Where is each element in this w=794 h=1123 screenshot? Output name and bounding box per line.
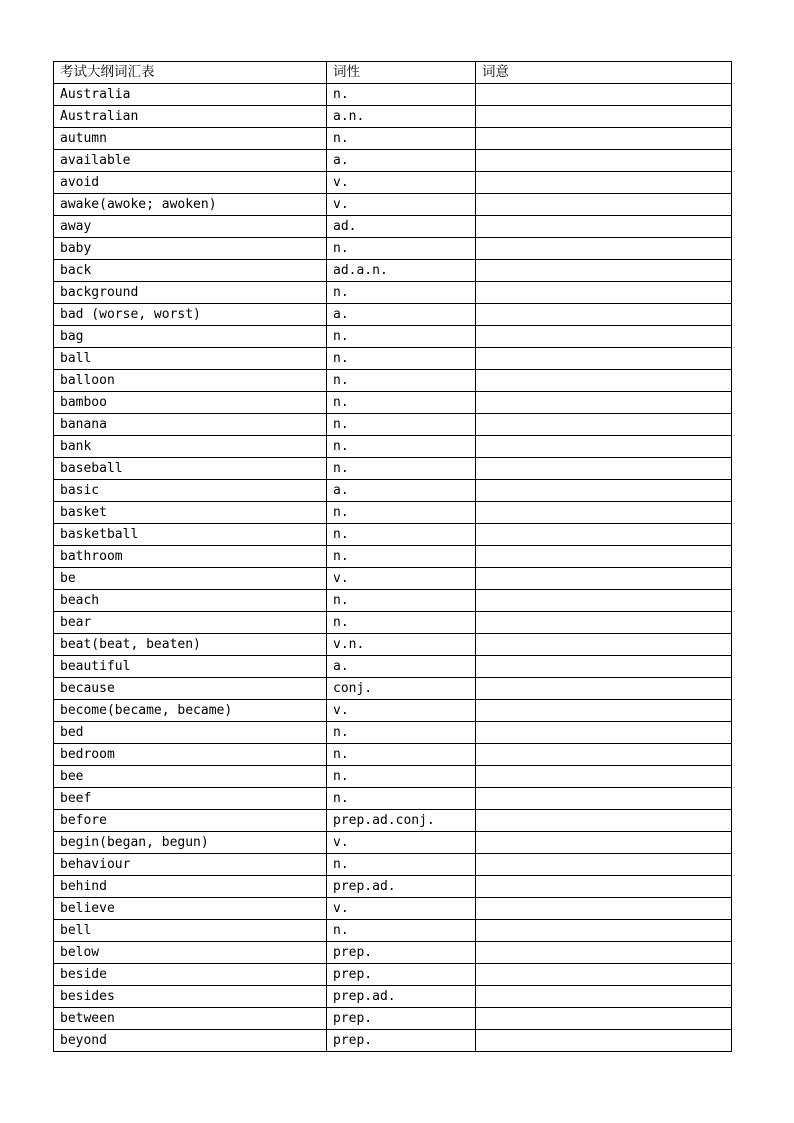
part-of-speech-cell: v.n. xyxy=(327,634,476,656)
table-row xyxy=(54,414,732,436)
table-row xyxy=(54,128,732,150)
table-row xyxy=(54,810,732,832)
table-row xyxy=(54,304,732,326)
table-row xyxy=(54,194,732,216)
part-of-speech-cell: prep. xyxy=(327,964,476,986)
part-of-speech-cell: v. xyxy=(327,194,476,216)
part-of-speech-cell: prep. xyxy=(327,1030,476,1052)
word-cell: bedroom xyxy=(54,744,327,766)
table-row xyxy=(54,942,732,964)
word-cell: balloon xyxy=(54,370,327,392)
table-row xyxy=(54,1030,732,1052)
part-of-speech-cell: v. xyxy=(327,898,476,920)
meaning-cell xyxy=(476,898,732,920)
meaning-cell xyxy=(476,348,732,370)
table-row xyxy=(54,920,732,942)
table-row xyxy=(54,106,732,128)
meaning-cell xyxy=(476,766,732,788)
table-row xyxy=(54,282,732,304)
part-of-speech-cell: n. xyxy=(327,392,476,414)
table-row xyxy=(54,546,732,568)
meaning-cell xyxy=(476,326,732,348)
table-row xyxy=(54,898,732,920)
word-cell: awake(awoke; awoken) xyxy=(54,194,327,216)
meaning-cell xyxy=(476,920,732,942)
table-row xyxy=(54,986,732,1008)
meaning-cell xyxy=(476,1030,732,1052)
word-cell: below xyxy=(54,942,327,964)
part-of-speech-cell: n. xyxy=(327,612,476,634)
meaning-cell xyxy=(476,788,732,810)
meaning-cell xyxy=(476,458,732,480)
word-cell: autumn xyxy=(54,128,327,150)
meaning-cell xyxy=(476,876,732,898)
table-row xyxy=(54,370,732,392)
meaning-cell xyxy=(476,392,732,414)
table-row xyxy=(54,678,732,700)
meaning-cell xyxy=(476,678,732,700)
word-cell: basketball xyxy=(54,524,327,546)
word-cell: become(became, became) xyxy=(54,700,327,722)
word-cell: basket xyxy=(54,502,327,524)
table-row xyxy=(54,172,732,194)
meaning-cell xyxy=(476,304,732,326)
part-of-speech-cell: ad.a.n. xyxy=(327,260,476,282)
meaning-cell xyxy=(476,964,732,986)
meaning-cell xyxy=(476,832,732,854)
part-of-speech-cell: a.n. xyxy=(327,106,476,128)
part-of-speech-cell: a. xyxy=(327,150,476,172)
meaning-cell xyxy=(476,986,732,1008)
word-cell: basic xyxy=(54,480,327,502)
part-of-speech-cell: conj. xyxy=(327,678,476,700)
meaning-cell xyxy=(476,480,732,502)
table-row xyxy=(54,458,732,480)
table-row xyxy=(54,348,732,370)
word-cell: behind xyxy=(54,876,327,898)
table-row xyxy=(54,502,732,524)
word-cell: behaviour xyxy=(54,854,327,876)
meaning-cell xyxy=(476,546,732,568)
word-cell: beautiful xyxy=(54,656,327,678)
word-cell: beach xyxy=(54,590,327,612)
word-cell: baseball xyxy=(54,458,327,480)
table-row xyxy=(54,238,732,260)
part-of-speech-cell: a. xyxy=(327,304,476,326)
word-cell: Australia xyxy=(54,84,327,106)
part-of-speech-cell: n. xyxy=(327,414,476,436)
table-row xyxy=(54,392,732,414)
part-of-speech-cell: prep.ad.conj. xyxy=(327,810,476,832)
part-of-speech-cell: prep. xyxy=(327,1008,476,1030)
part-of-speech-cell: prep.ad. xyxy=(327,986,476,1008)
table-row xyxy=(54,150,732,172)
word-cell: baby xyxy=(54,238,327,260)
word-cell: bathroom xyxy=(54,546,327,568)
meaning-cell xyxy=(476,106,732,128)
word-cell: available xyxy=(54,150,327,172)
meaning-cell xyxy=(476,282,732,304)
word-cell: beyond xyxy=(54,1030,327,1052)
table-row xyxy=(54,524,732,546)
table-row xyxy=(54,84,732,106)
part-of-speech-cell: n. xyxy=(327,920,476,942)
header-meaning: 词意 xyxy=(476,62,732,84)
meaning-cell xyxy=(476,370,732,392)
part-of-speech-cell: a. xyxy=(327,656,476,678)
word-cell: banana xyxy=(54,414,327,436)
word-cell: bear xyxy=(54,612,327,634)
part-of-speech-cell: n. xyxy=(327,282,476,304)
table-row xyxy=(54,612,732,634)
table-row xyxy=(54,876,732,898)
word-cell: besides xyxy=(54,986,327,1008)
header-row xyxy=(54,62,732,84)
meaning-cell xyxy=(476,194,732,216)
table-row xyxy=(54,744,732,766)
table-row xyxy=(54,634,732,656)
table-row xyxy=(54,854,732,876)
table-row xyxy=(54,1008,732,1030)
meaning-cell xyxy=(476,942,732,964)
part-of-speech-cell: n. xyxy=(327,348,476,370)
word-cell: background xyxy=(54,282,327,304)
part-of-speech-cell: prep.ad. xyxy=(327,876,476,898)
table-row xyxy=(54,700,732,722)
part-of-speech-cell: n. xyxy=(327,502,476,524)
part-of-speech-cell: n. xyxy=(327,326,476,348)
part-of-speech-cell: n. xyxy=(327,370,476,392)
part-of-speech-cell: n. xyxy=(327,744,476,766)
table-row xyxy=(54,766,732,788)
table-row xyxy=(54,832,732,854)
part-of-speech-cell: v. xyxy=(327,172,476,194)
table-row xyxy=(54,656,732,678)
word-cell: bamboo xyxy=(54,392,327,414)
part-of-speech-cell: ad. xyxy=(327,216,476,238)
table-row xyxy=(54,722,732,744)
part-of-speech-cell: n. xyxy=(327,722,476,744)
word-cell: beef xyxy=(54,788,327,810)
meaning-cell xyxy=(476,700,732,722)
word-cell: bed xyxy=(54,722,327,744)
meaning-cell xyxy=(476,84,732,106)
word-cell: believe xyxy=(54,898,327,920)
word-cell: bank xyxy=(54,436,327,458)
part-of-speech-cell: n. xyxy=(327,458,476,480)
vocabulary-table xyxy=(53,61,732,1052)
header-word: 考试大纲词汇表 xyxy=(54,62,327,84)
word-cell: bad (worse, worst) xyxy=(54,304,327,326)
table-header xyxy=(54,62,732,84)
word-cell: beat(beat, beaten) xyxy=(54,634,327,656)
table-row xyxy=(54,568,732,590)
table-row xyxy=(54,964,732,986)
part-of-speech-cell: n. xyxy=(327,84,476,106)
meaning-cell xyxy=(476,524,732,546)
part-of-speech-cell: n. xyxy=(327,788,476,810)
header-part-of-speech: 词性 xyxy=(327,62,476,84)
meaning-cell xyxy=(476,744,732,766)
meaning-cell xyxy=(476,1008,732,1030)
word-cell: be xyxy=(54,568,327,590)
word-cell: begin(began, begun) xyxy=(54,832,327,854)
word-cell: back xyxy=(54,260,327,282)
meaning-cell xyxy=(476,172,732,194)
meaning-cell xyxy=(476,612,732,634)
table-row xyxy=(54,326,732,348)
meaning-cell xyxy=(476,810,732,832)
meaning-cell xyxy=(476,216,732,238)
meaning-cell xyxy=(476,854,732,876)
meaning-cell xyxy=(476,634,732,656)
word-cell: bee xyxy=(54,766,327,788)
word-cell: away xyxy=(54,216,327,238)
part-of-speech-cell: v. xyxy=(327,700,476,722)
table-row xyxy=(54,260,732,282)
part-of-speech-cell: v. xyxy=(327,832,476,854)
meaning-cell xyxy=(476,414,732,436)
word-cell: Australian xyxy=(54,106,327,128)
word-cell: ball xyxy=(54,348,327,370)
word-cell: before xyxy=(54,810,327,832)
word-cell: beside xyxy=(54,964,327,986)
table-row xyxy=(54,480,732,502)
word-cell: because xyxy=(54,678,327,700)
part-of-speech-cell: n. xyxy=(327,436,476,458)
meaning-cell xyxy=(476,722,732,744)
table-row xyxy=(54,788,732,810)
table-body xyxy=(54,84,732,1052)
part-of-speech-cell: n. xyxy=(327,128,476,150)
meaning-cell xyxy=(476,128,732,150)
part-of-speech-cell: n. xyxy=(327,524,476,546)
part-of-speech-cell: n. xyxy=(327,766,476,788)
meaning-cell xyxy=(476,436,732,458)
part-of-speech-cell: n. xyxy=(327,854,476,876)
meaning-cell xyxy=(476,260,732,282)
meaning-cell xyxy=(476,238,732,260)
part-of-speech-cell: v. xyxy=(327,568,476,590)
table-row xyxy=(54,590,732,612)
word-cell: bag xyxy=(54,326,327,348)
word-cell: bell xyxy=(54,920,327,942)
meaning-cell xyxy=(476,502,732,524)
part-of-speech-cell: prep. xyxy=(327,942,476,964)
table-row xyxy=(54,436,732,458)
part-of-speech-cell: n. xyxy=(327,590,476,612)
part-of-speech-cell: n. xyxy=(327,238,476,260)
meaning-cell xyxy=(476,590,732,612)
table-row xyxy=(54,216,732,238)
word-cell: between xyxy=(54,1008,327,1030)
meaning-cell xyxy=(476,656,732,678)
part-of-speech-cell: a. xyxy=(327,480,476,502)
meaning-cell xyxy=(476,568,732,590)
meaning-cell xyxy=(476,150,732,172)
part-of-speech-cell: n. xyxy=(327,546,476,568)
word-cell: avoid xyxy=(54,172,327,194)
